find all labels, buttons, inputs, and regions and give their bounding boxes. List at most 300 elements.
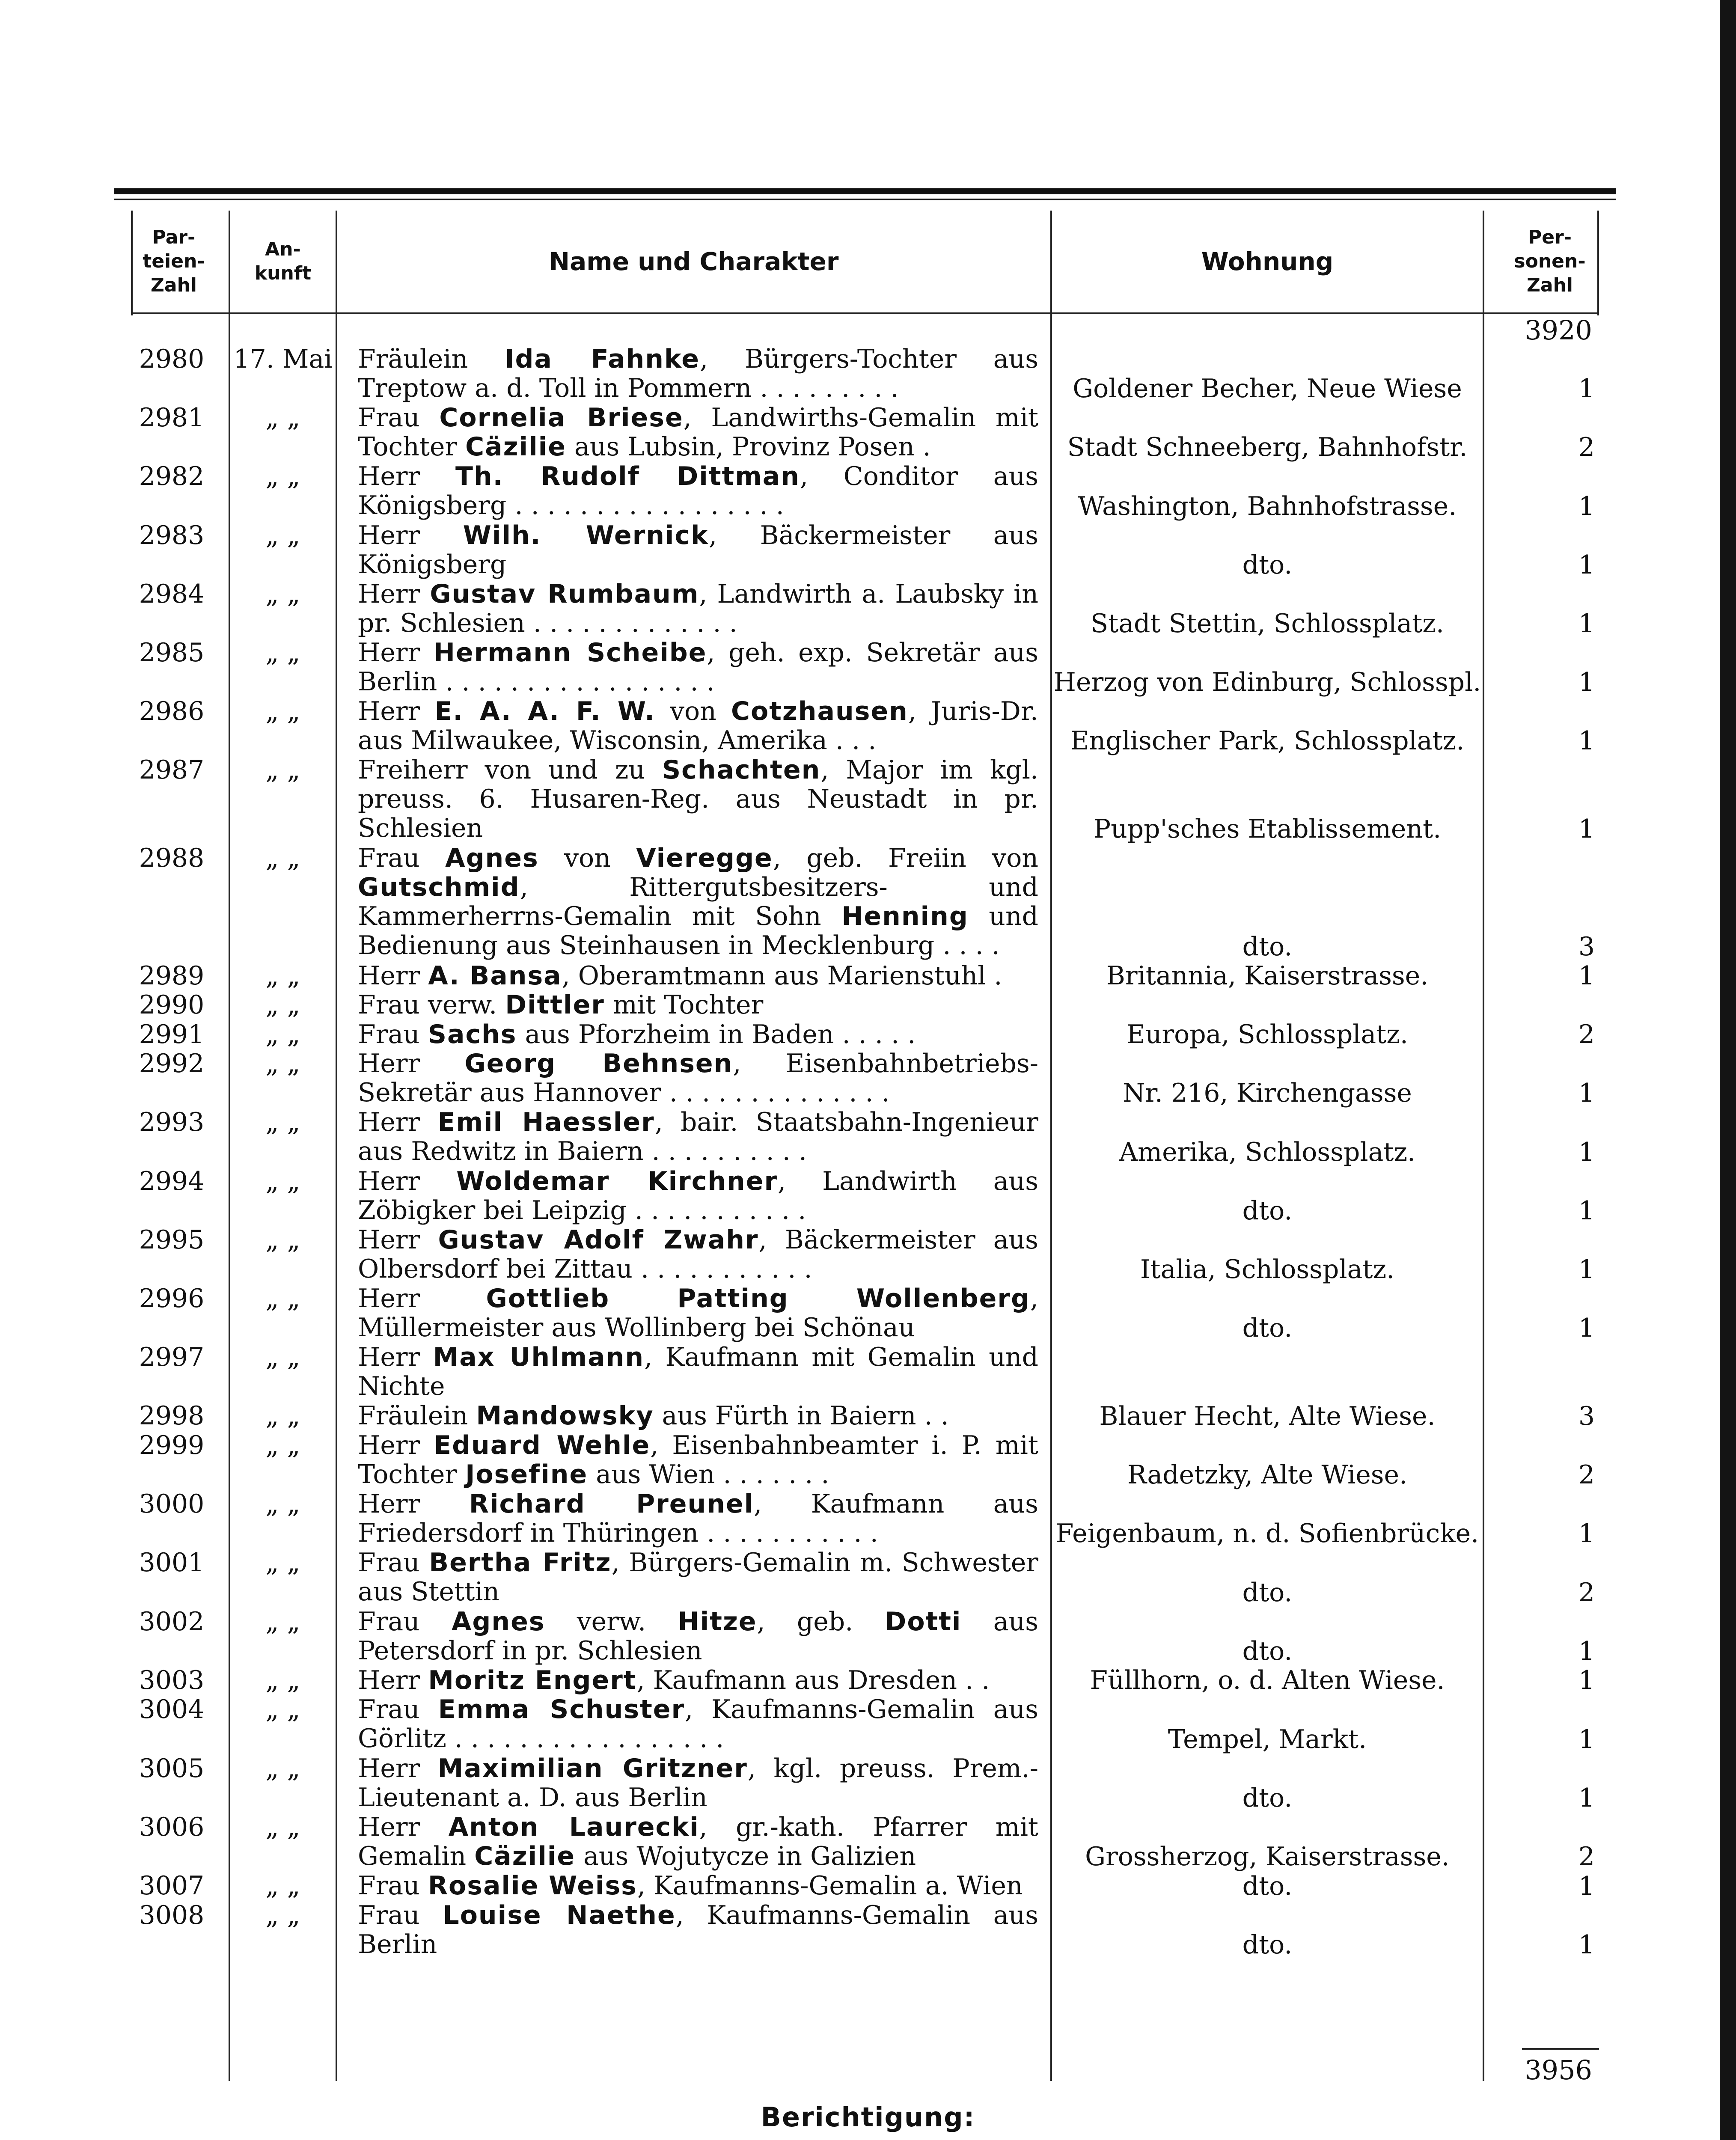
table-row (114, 1754, 1616, 1813)
parteien-zahl: 2983 (139, 520, 205, 550)
personen-zahl (1483, 844, 1616, 961)
ankunft: „ „ (265, 1489, 300, 1519)
wohnung-text: Britannia, Kaiserstrasse. (1106, 961, 1429, 991)
parteien-zahl: 3000 (139, 1489, 205, 1519)
guest-name: Sachs (428, 1019, 517, 1049)
guest-name: Gottlieb Patting Wollenberg (486, 1284, 1030, 1314)
personen-zahl-value: 1 (1578, 1254, 1595, 1285)
personen-zahl-value: 1 (1578, 1078, 1595, 1109)
name-und-charakter (336, 844, 1051, 961)
wohnung-text: Blauer Hecht, Alte Wiese. (1099, 1401, 1436, 1431)
wohnung (1051, 1607, 1483, 1666)
personen-zahl-value: 1 (1578, 1929, 1595, 1960)
wohnung-text: Pupp'sches Etablissement. (1093, 814, 1442, 844)
personen-zahl (1483, 1754, 1616, 1813)
name-und-charakter (336, 755, 1051, 844)
personen-zahl (1483, 1108, 1616, 1166)
personen-zahl-value: 1 (1578, 814, 1595, 844)
description-text: Herr (358, 696, 435, 727)
guest-name: Cäzilie (465, 432, 566, 462)
wohnung (1051, 697, 1483, 755)
ankunft: „ „ (265, 403, 300, 433)
table-row (114, 1695, 1616, 1754)
description-text: Herr (358, 1342, 433, 1373)
description-text: Frau (358, 1548, 429, 1578)
name-und-charakter (336, 1901, 1051, 1959)
wohnung (1051, 1225, 1483, 1284)
parteien-zahl: 2997 (139, 1342, 205, 1373)
wohnung (1051, 1695, 1483, 1754)
personen-zahl (1483, 1695, 1616, 1754)
guest-list-table (114, 188, 1616, 2140)
ankunft: „ „ (265, 1753, 300, 1783)
parteien-zahl: 2985 (139, 637, 205, 668)
personen-zahl (1483, 580, 1616, 638)
guest-name: Wilh. Wernick (463, 520, 709, 550)
wohnung (1051, 1020, 1483, 1049)
ankunft: „ „ (265, 1019, 300, 1049)
description-text: , Major im kgl. preuss. 6. Husaren-Reg. aus Neustadt in pr. Schlesien (358, 755, 1039, 844)
description-text: , Kaufmanns-Gemalin a. Wien (637, 1870, 1023, 1901)
wohnung (1051, 844, 1483, 961)
description-text: Herr (358, 960, 428, 991)
guest-name: Georg Behnsen (464, 1049, 733, 1079)
wohnung (1051, 580, 1483, 638)
wohnung (1051, 1871, 1483, 1901)
description-text: Frau (358, 1900, 443, 1930)
parteien-zahl: 2991 (139, 1019, 205, 1049)
column-divider (131, 211, 133, 315)
guest-name: Henning (841, 901, 969, 932)
ankunft: „ „ (265, 1430, 300, 1460)
entries (114, 345, 1616, 1959)
description-text: Herr (358, 637, 434, 668)
guest-name: Mandowsky (476, 1401, 654, 1431)
personen-zahl-value: 1 (1578, 726, 1595, 756)
parteien-zahl: 2984 (139, 579, 205, 609)
ankunft: „ „ (265, 1812, 300, 1842)
wohnung-text: Italia, Schlossplatz. (1140, 1254, 1395, 1285)
top-rule-thin (114, 199, 1616, 200)
description-text: , Bürgers-Gemalin m. Schwester aus Stettin (358, 1548, 1038, 1607)
parteien-zahl: 2996 (139, 1284, 205, 1314)
description-text: , Eisenbahnbetriebs-Sekretär aus Hannover . . . . . . . . . . . . . . (358, 1049, 1038, 1108)
description-text: Herr (358, 579, 430, 609)
description-text: , Müllermeister aus Wollinberg bei Schönau (358, 1284, 1038, 1343)
name-und-charakter (336, 638, 1051, 697)
description-text: aus Wojutycze in Galizien (575, 1841, 916, 1871)
table-row (114, 462, 1616, 520)
wohnung (1051, 1489, 1483, 1548)
wohnung-text: Nr. 216, Kirchengasse (1123, 1078, 1412, 1109)
parteien-zahl: 3001 (139, 1548, 205, 1578)
table-row (114, 1901, 1616, 1959)
parteien-zahl: 2994 (139, 1166, 205, 1196)
table-row (114, 580, 1616, 638)
description-text: , Kaufmann mit Gemalin und Nichte (358, 1342, 1038, 1402)
description-text: aus Pforzheim in Baden . . . . . (517, 1019, 916, 1049)
description-text: Herr (358, 1753, 438, 1783)
guest-name: Woldemar Kirchner (456, 1166, 778, 1196)
personen-zahl (1483, 755, 1616, 844)
description-text: , geb. (757, 1606, 885, 1637)
parteien-zahl: 2998 (139, 1401, 205, 1431)
description-text: , gr.-kath. Pfarrer mit Gemalin (358, 1812, 1038, 1871)
parteien-zahl: 3005 (139, 1753, 205, 1783)
personen-zahl-value: 1 (1578, 491, 1595, 521)
name-und-charakter (336, 1401, 1051, 1431)
personen-zahl (1483, 1343, 1616, 1401)
personen-zahl-value: 1 (1578, 550, 1595, 580)
guest-name: Agnes (452, 1606, 545, 1637)
description-text: Herr (358, 1049, 465, 1079)
table-row (114, 1284, 1616, 1343)
personen-zahl-value: 2 (1578, 1460, 1595, 1490)
parteien-zahl: 3008 (139, 1900, 205, 1930)
description-text: Frau (358, 1606, 452, 1637)
wohnung (1051, 1343, 1483, 1401)
table-row (114, 521, 1616, 580)
wohnung-text: Stadt Schneeberg, Bahnhofstr. (1067, 432, 1468, 463)
name-und-charakter (336, 1607, 1051, 1666)
parteien-zahl: 3003 (139, 1665, 205, 1695)
personen-zahl (1483, 1607, 1616, 1666)
description-text: aus Fürth in Baiern . . (654, 1401, 949, 1431)
name-und-charakter (336, 1548, 1051, 1607)
guest-name: Josefine (465, 1459, 588, 1489)
guest-name: Emma Schuster (438, 1694, 685, 1725)
personen-zahl-value: 1 (1578, 1724, 1595, 1754)
name-und-charakter (336, 1666, 1051, 1695)
ankunft: „ „ (265, 1107, 300, 1138)
header-personen-zahl: Per- sonen- Zahl (1514, 226, 1586, 296)
page-total: 3956 (1525, 2054, 1592, 2086)
wohnung (1051, 1167, 1483, 1225)
wohnung (1051, 1548, 1483, 1607)
name-und-charakter (336, 1431, 1051, 1489)
ankunft: „ „ (265, 755, 300, 785)
wohnung-text: Herzog von Edinburg, Schlosspl. (1053, 667, 1481, 698)
personen-zahl (1483, 961, 1616, 991)
guest-name: Schachten (662, 755, 821, 785)
description-text: , Kaufmanns-Gemalin aus Berlin (358, 1900, 1038, 1959)
description-text: mit Tochter (604, 990, 764, 1020)
wohnung-text: dto. (1242, 1871, 1293, 1901)
description-text: verw. (545, 1606, 678, 1637)
ankunft: „ „ (265, 1606, 300, 1637)
name-und-charakter (336, 1343, 1051, 1401)
wohnung-text: dto. (1242, 1313, 1293, 1343)
ankunft: „ „ (265, 1694, 300, 1725)
description-text: von (655, 696, 731, 727)
guest-name: Rosalie Weiss (428, 1870, 637, 1901)
description-text: Herr (358, 1430, 434, 1460)
wohnung-text: Feigenbaum, n. d. Sofienbrücke. (1055, 1519, 1479, 1549)
wohnung-text: Englischer Park, Schlossplatz. (1070, 726, 1465, 756)
table-row (114, 1401, 1616, 1431)
parteien-zahl: 3007 (139, 1870, 205, 1901)
table-row (114, 1871, 1616, 1901)
wohnung (1051, 990, 1483, 1020)
parteien-zahl: 2990 (139, 990, 205, 1020)
parteien-zahl: 2992 (139, 1049, 205, 1079)
guest-name: A. Bansa (428, 960, 562, 991)
personen-zahl (1483, 1901, 1616, 1959)
personen-zahl (1483, 1666, 1616, 1695)
name-und-charakter (336, 1489, 1051, 1548)
description-text: Herr (358, 1284, 486, 1314)
wohnung (1051, 1108, 1483, 1166)
table-row (114, 638, 1616, 697)
name-und-charakter (336, 1049, 1051, 1108)
description-text: Herr (358, 520, 463, 550)
wohnung-text: dto. (1242, 1783, 1293, 1813)
description-text: , geh. exp. Sekretär aus Berlin . . . . . . . . . . . . . . . . . (358, 637, 1038, 697)
table-row (114, 403, 1616, 462)
wohnung-text: dto. (1242, 550, 1293, 580)
table-row (114, 1548, 1616, 1607)
parteien-zahl: 2988 (139, 843, 205, 874)
name-und-charakter (336, 1020, 1051, 1049)
wohnung-text: Stadt Stettin, Schlossplatz. (1091, 608, 1444, 639)
parteien-zahl: 2999 (139, 1430, 205, 1460)
wohnung-text: dto. (1242, 1929, 1293, 1960)
parteien-zahl: 2986 (139, 696, 205, 727)
guest-name: Moritz Engert (428, 1665, 637, 1695)
personen-zahl (1483, 1548, 1616, 1607)
wohnung-text: Radetzky, Alte Wiese. (1127, 1460, 1408, 1490)
personen-zahl (1483, 1813, 1616, 1871)
description-text: Frau (358, 1870, 428, 1901)
description-text: , Bäckermeister aus Königsberg (358, 520, 1038, 580)
personen-zahl-value: 3 (1578, 1401, 1595, 1431)
description-text: Frau (358, 403, 440, 433)
wohnung (1051, 345, 1483, 403)
guest-name: Gustav Adolf Zwahr (438, 1225, 759, 1255)
top-rule (114, 188, 1616, 194)
page-edge-shadow (1720, 0, 1736, 2140)
table-row (114, 755, 1616, 844)
personen-zahl (1483, 697, 1616, 755)
personen-zahl (1483, 1284, 1616, 1343)
table-row (114, 1813, 1616, 1871)
table-row (114, 697, 1616, 755)
table-row (114, 345, 1616, 403)
wohnung (1051, 521, 1483, 580)
description-text: , Rittergutsbesitzers- und Kammerherrns-Gemalin mit Sohn (358, 872, 1038, 932)
wohnung-text: dto. (1242, 931, 1293, 962)
ankunft: „ „ (265, 696, 300, 727)
description-text: , kgl. preuss. Prem.-Lieutenant a. D. aus Berlin (358, 1753, 1038, 1813)
wohnung (1051, 961, 1483, 991)
guest-name: Vieregge (636, 843, 773, 874)
description-text: Frau (358, 1019, 428, 1049)
description-text: Fräulein (358, 344, 505, 374)
name-und-charakter (336, 1695, 1051, 1754)
wohnung (1051, 1049, 1483, 1108)
table-row (114, 1489, 1616, 1548)
guest-name: Max Uhlmann (433, 1342, 645, 1373)
personen-zahl-value: 1 (1578, 1665, 1595, 1696)
personen-zahl-value: 1 (1578, 667, 1595, 698)
guest-name: Cornelia Briese (439, 403, 684, 433)
header-wohnung: Wohnung (1201, 247, 1334, 276)
name-und-charakter (336, 961, 1051, 991)
guest-name: Gutschmid (358, 872, 520, 903)
ankunft: „ „ (265, 1870, 300, 1901)
parteien-zahl: 2989 (139, 960, 205, 991)
table-row (114, 961, 1616, 991)
description-text: Frau verw. (358, 990, 505, 1020)
description-text: Herr (358, 1166, 457, 1196)
description-text: aus Petersdorf in pr. Schlesien (358, 1606, 1038, 1666)
personen-zahl-value: 1 (1578, 1137, 1595, 1167)
description-text: Freiherr von und zu (358, 755, 662, 785)
ankunft: „ „ (265, 1225, 300, 1255)
guest-name: Anton Laurecki (448, 1812, 699, 1842)
description-text: aus Wien . . . . . . . (588, 1459, 829, 1489)
name-und-charakter (336, 1284, 1051, 1343)
guest-name: Bertha Fritz (429, 1548, 612, 1578)
name-und-charakter (336, 580, 1051, 638)
guest-name: Emil Haessler (437, 1107, 655, 1138)
parteien-zahl: 2995 (139, 1225, 205, 1255)
table-row (114, 1167, 1616, 1225)
description-text: aus Lubsin, Provinz Posen . (566, 432, 931, 462)
wohnung-text: Tempel, Markt. (1168, 1724, 1367, 1754)
name-und-charakter (336, 990, 1051, 1020)
table-row (114, 1020, 1616, 1049)
description-text: Herr (358, 1812, 449, 1842)
parteien-zahl: 2980 (139, 344, 205, 374)
wohnung (1051, 462, 1483, 520)
description-text: Herr (358, 1665, 428, 1695)
name-und-charakter (336, 462, 1051, 520)
parteien-zahl: 3002 (139, 1606, 205, 1637)
ankunft: „ „ (265, 990, 300, 1020)
wohnung-text: dto. (1242, 1636, 1293, 1666)
table-row (114, 1607, 1616, 1666)
description-text: , Kaufmann aus Dresden . . (636, 1665, 990, 1695)
personen-zahl (1483, 638, 1616, 697)
wohnung (1051, 1813, 1483, 1871)
table-row (114, 844, 1616, 961)
table-row (114, 1343, 1616, 1401)
description-text: und Bedienung aus Steinhausen in Mecklenburg . . . . (358, 901, 1038, 961)
personen-zahl-value: 2 (1578, 1841, 1595, 1872)
wohnung-text: Goldener Becher, Neue Wiese (1073, 374, 1462, 404)
guest-name: Richard Preunel (469, 1489, 754, 1519)
guest-name: Eduard Wehle (434, 1430, 651, 1460)
wohnung (1051, 403, 1483, 462)
personen-zahl (1483, 990, 1616, 1020)
personen-zahl (1483, 1401, 1616, 1431)
personen-zahl-value: 1 (1578, 374, 1595, 404)
name-und-charakter (336, 697, 1051, 755)
personen-zahl (1483, 1489, 1616, 1548)
description-text: , geb. Freiin von (773, 843, 1038, 874)
personen-zahl-value: 3 (1578, 931, 1595, 962)
ankunft: „ „ (265, 960, 300, 991)
ankunft: „ „ (265, 1401, 300, 1431)
column-divider (1597, 211, 1599, 315)
description-text: Frau (358, 843, 446, 874)
ankunft: „ „ (265, 843, 300, 874)
description-text: , Landwirth aus Zöbigker bei Leipzig . . . . . . . . . . . (358, 1166, 1038, 1225)
guest-name: Hitze (678, 1606, 757, 1637)
wohnung (1051, 1284, 1483, 1343)
wohnung-text: Grossherzog, Kaiserstrasse. (1085, 1841, 1450, 1872)
guest-name: Th. Rudolf Dittman (455, 461, 800, 492)
ankunft: „ „ (265, 637, 300, 668)
ankunft: „ „ (265, 1900, 300, 1930)
header-name-und-charakter: Name und Charakter (549, 247, 839, 276)
description-text: von (538, 843, 636, 874)
description-text: Herr (358, 461, 456, 492)
description-text: Herr (358, 1225, 438, 1255)
ankunft: „ „ (265, 579, 300, 609)
description-text: , Kaufmann aus Friedersdorf in Thüringen . . . . . . . . . . . (358, 1489, 1038, 1549)
description-text: , Bäckermeister aus Olbersdorf bei Zittau . . . . . . . . . . . (358, 1225, 1038, 1284)
description-text: , Oberamtmann aus Marienstuhl . (562, 960, 1002, 991)
name-und-charakter (336, 1813, 1051, 1871)
personen-zahl-value: 1 (1578, 1195, 1595, 1226)
parteien-zahl: 2987 (139, 755, 205, 785)
name-und-charakter (336, 1754, 1051, 1813)
wohnung (1051, 638, 1483, 697)
description-text: , Landwirths-Gemalin mit Tochter (358, 403, 1038, 462)
guest-name: Louise Naethe (443, 1900, 676, 1930)
ankunft: 17. Mai (233, 344, 333, 374)
description-text: , Conditor aus Königsberg . . . . . . . . . . . . . . . . . (358, 461, 1038, 521)
personen-zahl-value: 2 (1578, 1019, 1595, 1050)
description-text: Herr (358, 1489, 469, 1519)
parteien-zahl: 2981 (139, 403, 205, 433)
wohnung (1051, 1901, 1483, 1959)
ankunft: „ „ (265, 1342, 300, 1373)
guest-name: E. A. A. F. W. (434, 696, 655, 727)
guest-name: Cotzhausen (731, 696, 908, 727)
wohnung (1051, 1401, 1483, 1431)
description-text: Frau (358, 1694, 438, 1725)
description-text: Herr (358, 1107, 438, 1138)
table-row (114, 1666, 1616, 1695)
parteien-zahl: 3004 (139, 1694, 205, 1725)
ankunft: „ „ (265, 1665, 300, 1695)
guest-name: Cäzilie (474, 1841, 576, 1871)
parteien-zahl: 3006 (139, 1812, 205, 1842)
description-text: , Bürgers-Tochter aus Treptow a. d. Toll in Pommern . . . . . . . . . (358, 344, 1038, 403)
name-und-charakter (336, 1167, 1051, 1225)
personen-zahl (1483, 345, 1616, 403)
personen-zahl-value: 1 (1578, 1636, 1595, 1666)
guest-name: Dittler (505, 990, 605, 1020)
description-text: , Kaufmanns-Gemalin aus Görlitz . . . . . . . . . . . . . . . . . (358, 1694, 1038, 1754)
parteien-zahl: 2993 (139, 1107, 205, 1138)
total-rule (1522, 2048, 1599, 2050)
wohnung (1051, 1431, 1483, 1489)
personen-zahl (1483, 1020, 1616, 1049)
personen-zahl-value: 1 (1578, 1313, 1595, 1343)
ankunft: „ „ (265, 1166, 300, 1196)
name-und-charakter (336, 345, 1051, 403)
table-row (114, 990, 1616, 1020)
wohnung-text: Füllhorn, o. d. Alten Wiese. (1090, 1665, 1445, 1696)
description-text: , Eisenbahnbeamter i. P. mit Tochter (358, 1430, 1038, 1489)
personen-zahl-value: 1 (1578, 608, 1595, 639)
description-text: , Juris-Dr. aus Milwaukee, Wisconsin, Amerika . . . (358, 696, 1038, 756)
table-row (114, 1431, 1616, 1489)
